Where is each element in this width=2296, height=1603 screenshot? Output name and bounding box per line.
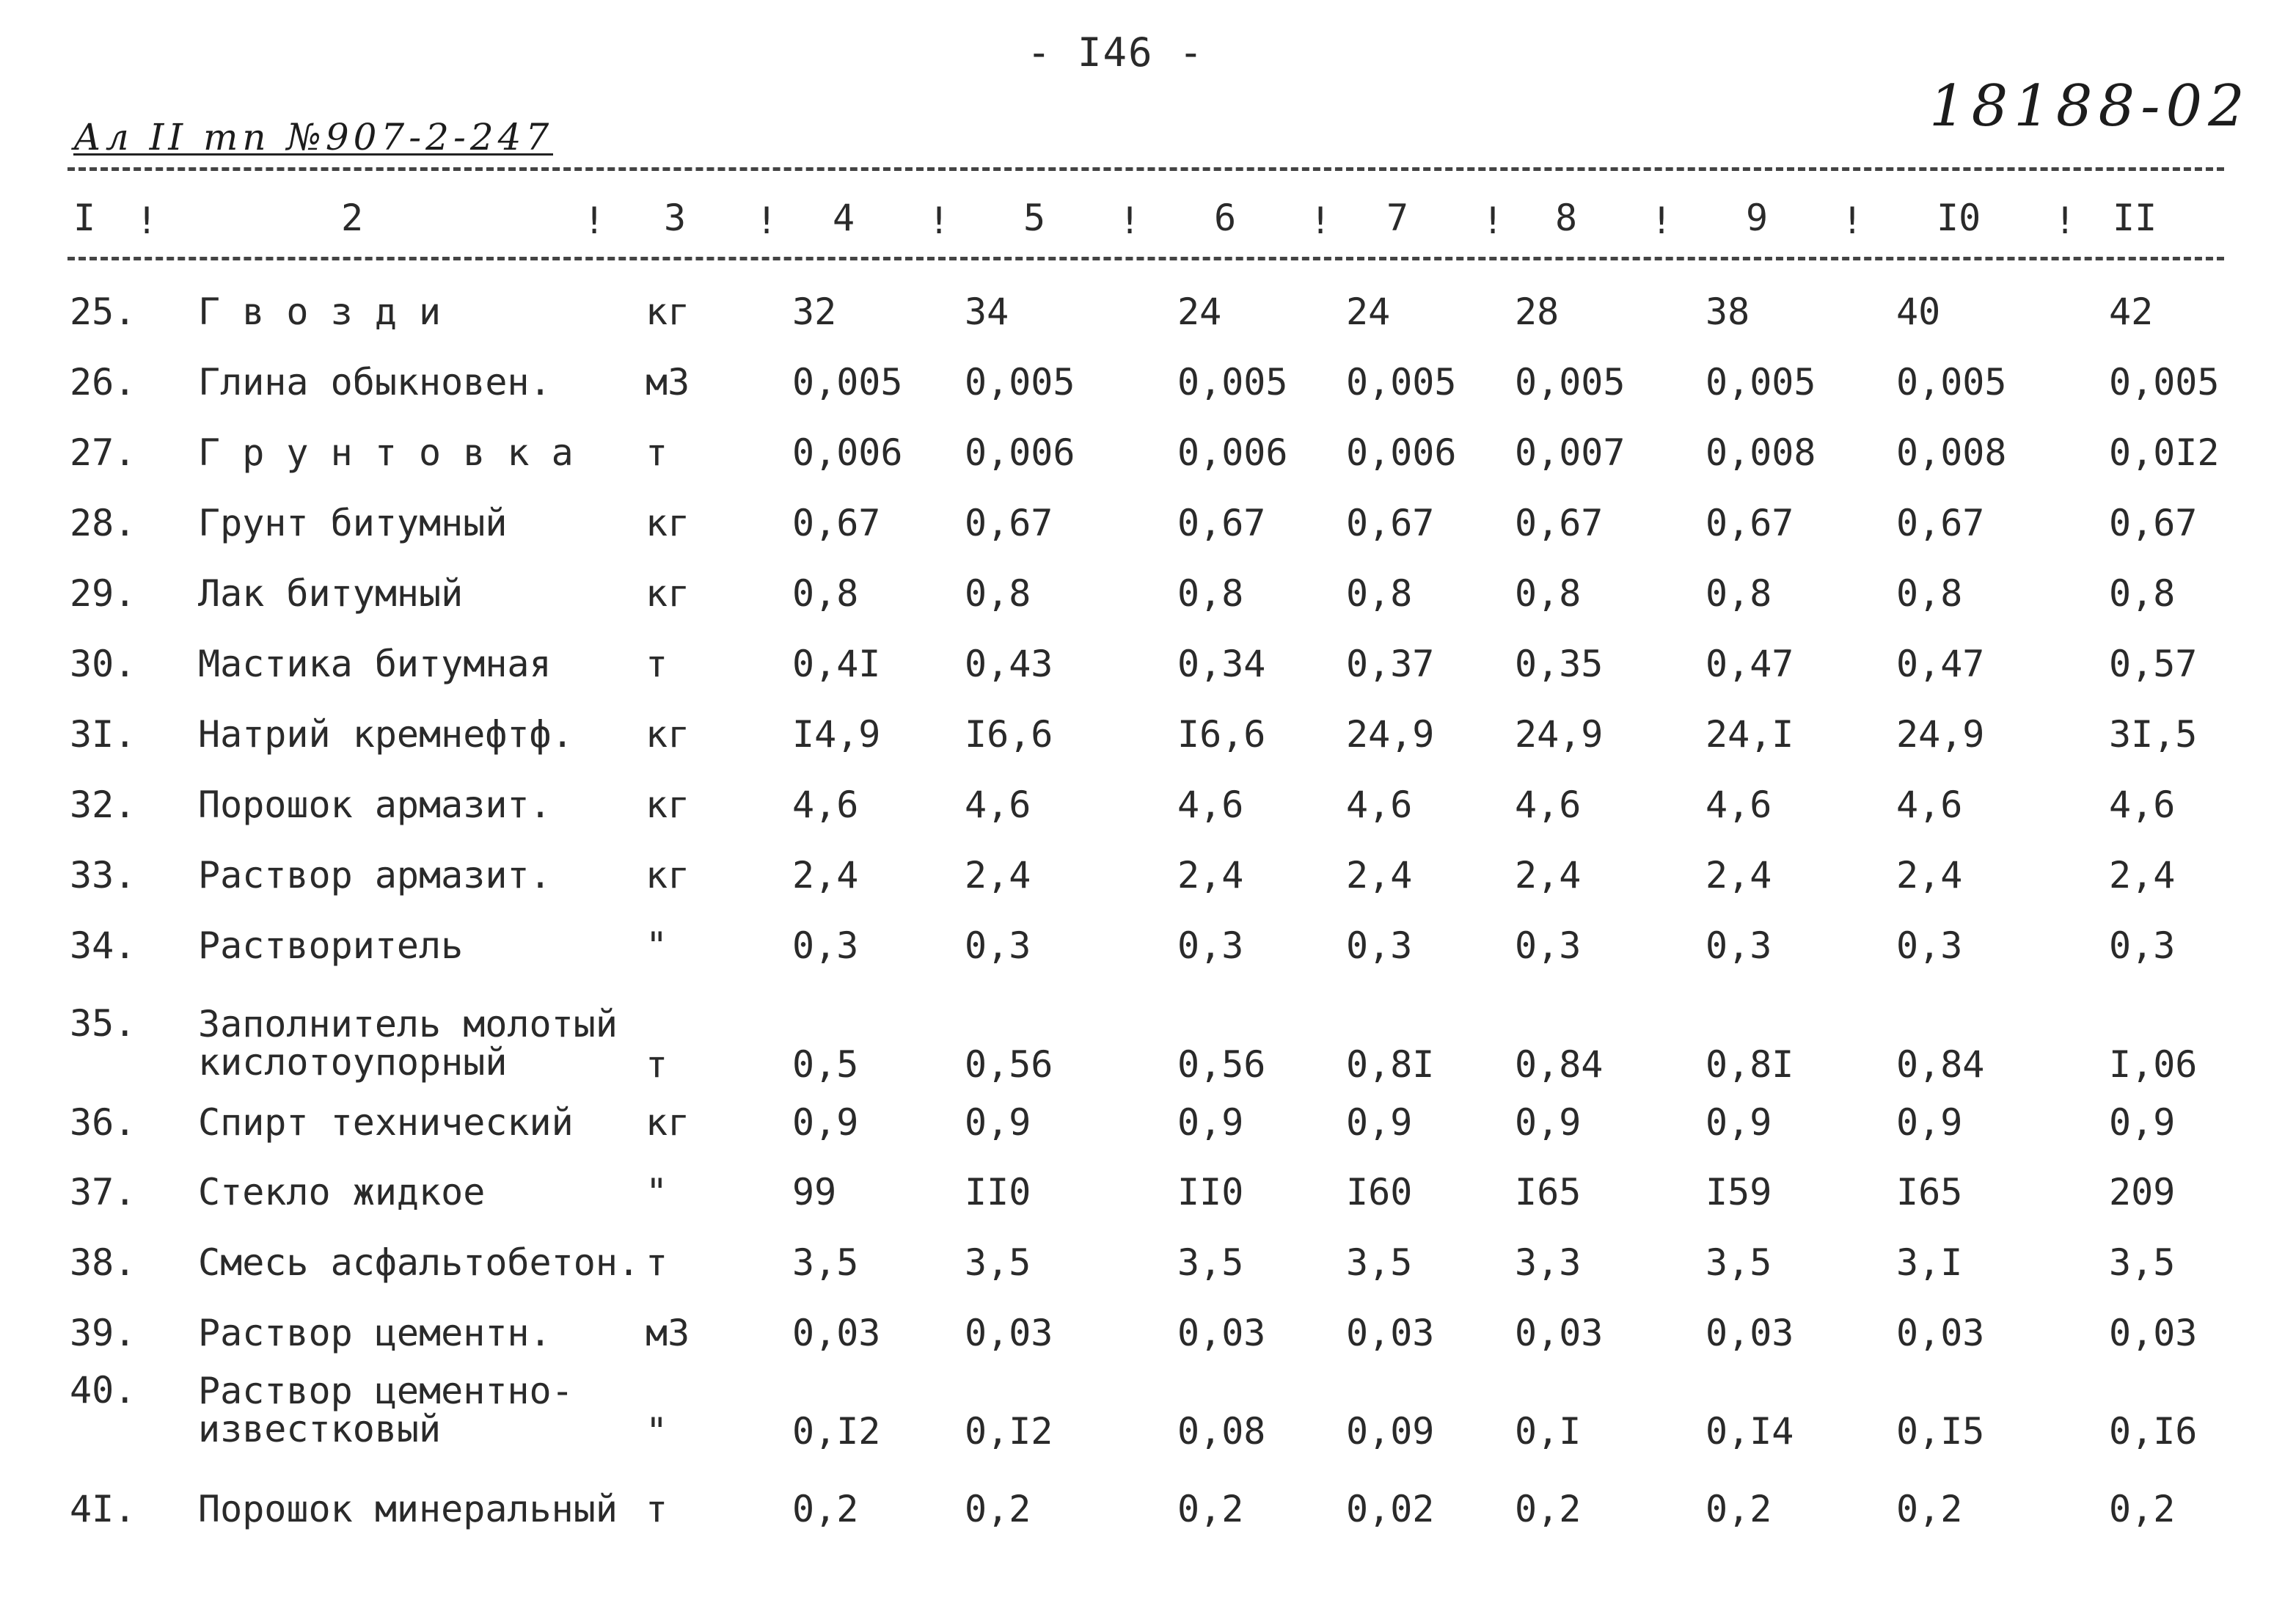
column-header-3: 3 <box>664 197 687 239</box>
value-col-10: 0,3 <box>1896 924 1963 967</box>
value-col-6: 0,006 <box>1177 431 1288 474</box>
unit-of-measure: т <box>646 643 668 685</box>
unit-of-measure: кг <box>646 1101 690 1144</box>
value-col-4: 0,8 <box>792 572 859 615</box>
page-number: - I46 - <box>1027 29 1204 76</box>
table-row <box>0 1002 2296 1093</box>
row-number: 34. <box>70 924 136 967</box>
value-col-8: I65 <box>1515 1171 1582 1213</box>
column-header-10: I0 <box>1937 197 1981 239</box>
material-name: Раствор цементно- известковый <box>198 1370 574 1450</box>
value-col-6: 0,2 <box>1177 1488 1244 1530</box>
column-separator: ! <box>1119 200 1141 242</box>
table-row <box>0 854 2296 901</box>
material-name: Спирт технический <box>198 1101 574 1144</box>
value-col-10: 0,03 <box>1896 1312 1985 1354</box>
unit-of-measure: кг <box>646 854 690 897</box>
table-row <box>0 1101 2296 1148</box>
value-col-10: 4,6 <box>1896 784 1963 826</box>
value-col-9: 3,5 <box>1705 1241 1772 1284</box>
value-col-11: 3I,5 <box>2109 713 2198 756</box>
material-name: Глина обыкновен. <box>198 361 552 404</box>
table-row <box>0 1171 2296 1218</box>
table-row <box>0 643 2296 690</box>
value-col-7: 0,005 <box>1346 361 1457 404</box>
material-name: Порошок армазит. <box>198 784 552 826</box>
value-col-6: 0,67 <box>1177 502 1266 544</box>
row-number: 25. <box>70 291 136 333</box>
table-row <box>0 431 2296 478</box>
unit-of-measure: кг <box>646 713 690 756</box>
value-col-9: 0,47 <box>1705 643 1794 685</box>
row-number: 40. <box>70 1369 136 1412</box>
value-col-9: 0,9 <box>1705 1101 1772 1144</box>
table-row <box>0 1488 2296 1535</box>
column-header-1: I <box>73 197 96 239</box>
value-col-10: 0,005 <box>1896 361 2007 404</box>
value-col-8: 28 <box>1515 291 1560 333</box>
value-col-7: 3,5 <box>1346 1241 1413 1284</box>
material-name: Г в о з д и <box>198 291 442 333</box>
value-col-7: 24 <box>1346 291 1391 333</box>
value-col-5: 2,4 <box>965 854 1031 897</box>
column-separator: ! <box>583 200 606 242</box>
value-col-6: I6,6 <box>1177 713 1266 756</box>
unit-of-measure: " <box>646 1410 668 1453</box>
value-col-8: 0,3 <box>1515 924 1582 967</box>
table-row <box>0 1241 2296 1288</box>
value-col-5: 0,9 <box>965 1101 1031 1144</box>
value-col-8: 0,03 <box>1515 1312 1604 1354</box>
value-col-8: 0,8 <box>1515 572 1582 615</box>
row-number: 33. <box>70 854 136 897</box>
unit-of-measure: кг <box>646 502 690 544</box>
value-col-10: 0,47 <box>1896 643 1985 685</box>
value-col-11: 209 <box>2109 1171 2176 1213</box>
value-col-4: 4,6 <box>792 784 859 826</box>
value-col-4: 32 <box>792 291 837 333</box>
value-col-10: 3,I <box>1896 1241 1963 1284</box>
value-col-5: 4,6 <box>965 784 1031 826</box>
value-col-9: 38 <box>1705 291 1750 333</box>
value-col-9: 2,4 <box>1705 854 1772 897</box>
value-col-8: 0,84 <box>1515 1043 1604 1086</box>
value-col-4: I4,9 <box>792 713 881 756</box>
table-row <box>0 361 2296 408</box>
value-col-4: 0,67 <box>792 502 881 544</box>
unit-of-measure: т <box>646 1488 668 1530</box>
value-col-11: 4,6 <box>2109 784 2176 826</box>
value-col-9: 0,005 <box>1705 361 1816 404</box>
value-col-8: 0,I <box>1515 1410 1582 1453</box>
material-name: Г р у н т о в к а <box>198 431 574 474</box>
value-col-7: 0,3 <box>1346 924 1413 967</box>
value-col-8: 0,9 <box>1515 1101 1582 1144</box>
column-separator: ! <box>2054 200 2077 242</box>
value-col-4: 3,5 <box>792 1241 859 1284</box>
value-col-10: 0,2 <box>1896 1488 1963 1530</box>
value-col-4: 0,5 <box>792 1043 859 1086</box>
value-col-7: 0,03 <box>1346 1312 1435 1354</box>
value-col-7: 0,006 <box>1346 431 1457 474</box>
row-number: 26. <box>70 361 136 404</box>
value-col-11: 0,005 <box>2109 361 2220 404</box>
unit-of-measure: " <box>646 924 668 967</box>
value-col-5: 0,8 <box>965 572 1031 615</box>
table-row <box>0 786 2296 830</box>
unit-of-measure: кг <box>646 572 690 615</box>
value-col-11: 0,3 <box>2109 924 2176 967</box>
column-header-9: 9 <box>1746 197 1769 239</box>
value-col-9: 4,6 <box>1705 784 1772 826</box>
row-number: 39. <box>70 1312 136 1354</box>
material-name: Раствор армазит. <box>198 854 552 897</box>
value-col-10: I65 <box>1896 1171 1963 1213</box>
value-col-11: 0,03 <box>2109 1312 2198 1354</box>
value-col-4: 0,005 <box>792 361 903 404</box>
value-col-5: 0,56 <box>965 1043 1053 1086</box>
value-col-7: 4,6 <box>1346 784 1413 826</box>
value-col-11: 0,8 <box>2109 572 2176 615</box>
album-reference-handwritten <box>73 116 553 158</box>
value-col-6: 3,5 <box>1177 1241 1244 1284</box>
column-header-8: 8 <box>1555 197 1578 239</box>
column-header-5: 5 <box>1023 197 1046 239</box>
value-col-8: 0,2 <box>1515 1488 1582 1530</box>
value-col-11: 2,4 <box>2109 854 2176 897</box>
material-name: Заполнитель молотый кислотоупорный <box>198 1003 618 1084</box>
value-col-5: 0,I2 <box>965 1410 1053 1453</box>
value-col-4: 99 <box>792 1171 837 1213</box>
value-col-10: 0,84 <box>1896 1043 1985 1086</box>
column-separator: ! <box>928 200 951 242</box>
material-name: Натрий кремнефтф. <box>198 713 574 756</box>
value-col-9: I59 <box>1705 1171 1772 1213</box>
material-name: Грунт битумный <box>198 502 508 544</box>
value-col-11: 3,5 <box>2109 1241 2176 1284</box>
value-col-4: 0,4I <box>792 643 881 685</box>
value-col-7: 0,02 <box>1346 1488 1435 1530</box>
row-number: 3I. <box>70 713 136 756</box>
value-col-5: 0,006 <box>965 431 1075 474</box>
value-col-5: 34 <box>965 291 1009 333</box>
column-separator: ! <box>1309 200 1332 242</box>
column-header-11: II <box>2113 197 2157 239</box>
value-col-11: 0,9 <box>2109 1101 2176 1144</box>
value-col-7: 0,09 <box>1346 1410 1435 1453</box>
value-col-6: 0,34 <box>1177 643 1266 685</box>
row-number: 28. <box>70 502 136 544</box>
value-col-7: 0,8 <box>1346 572 1413 615</box>
value-col-9: 0,I4 <box>1705 1410 1794 1453</box>
material-name: Смесь асфальтобетон. <box>198 1241 640 1284</box>
value-col-4: 0,I2 <box>792 1410 881 1453</box>
value-col-7: 24,9 <box>1346 713 1435 756</box>
value-col-11: 0,57 <box>2109 643 2198 685</box>
row-number: 32. <box>70 784 136 826</box>
unit-of-measure: м3 <box>646 1312 690 1354</box>
row-number: 35. <box>70 1002 136 1045</box>
column-separator: ! <box>1650 200 1673 242</box>
row-number: 30. <box>70 643 136 685</box>
unit-of-measure: т <box>646 1241 668 1284</box>
value-col-4: 0,006 <box>792 431 903 474</box>
value-col-6: 0,03 <box>1177 1312 1266 1354</box>
value-col-7: 0,9 <box>1346 1101 1413 1144</box>
value-col-9: 24,I <box>1705 713 1794 756</box>
material-name: Раствор цементн. <box>198 1312 552 1354</box>
value-col-5: 0,43 <box>965 643 1053 685</box>
value-col-8: 3,3 <box>1515 1241 1582 1284</box>
value-col-8: 4,6 <box>1515 784 1582 826</box>
column-separator: ! <box>756 200 778 242</box>
value-col-8: 0,005 <box>1515 361 1626 404</box>
value-col-5: 0,005 <box>965 361 1075 404</box>
value-col-4: 0,03 <box>792 1312 881 1354</box>
column-separator: ! <box>1841 200 1864 242</box>
header-bottom-rule <box>67 257 2224 260</box>
value-col-9: 0,3 <box>1705 924 1772 967</box>
value-col-11: 0,I6 <box>2109 1410 2198 1453</box>
value-col-9: 0,67 <box>1705 502 1794 544</box>
value-col-11: I,06 <box>2109 1043 2198 1086</box>
value-col-11: 42 <box>2109 291 2154 333</box>
value-col-7: I60 <box>1346 1171 1413 1213</box>
value-col-6: II0 <box>1177 1171 1244 1213</box>
row-number: 38. <box>70 1241 136 1284</box>
column-header-7: 7 <box>1386 197 1409 239</box>
material-name: Стекло жидкое <box>198 1171 486 1213</box>
value-col-5: 0,2 <box>965 1488 1031 1530</box>
table-row <box>0 572 2296 619</box>
value-col-6: 0,9 <box>1177 1101 1244 1144</box>
value-col-10: 2,4 <box>1896 854 1963 897</box>
header-top-rule <box>67 167 2224 171</box>
value-col-9: 0,008 <box>1705 431 1816 474</box>
unit-of-measure: " <box>646 1171 668 1213</box>
unit-of-measure: кг <box>646 291 690 333</box>
table-row <box>0 713 2296 760</box>
value-col-8: 0,67 <box>1515 502 1604 544</box>
table-row <box>0 1312 2296 1359</box>
row-number: 29. <box>70 572 136 615</box>
unit-of-measure: т <box>646 1043 668 1086</box>
value-col-10: 0,008 <box>1896 431 2007 474</box>
row-number: 36. <box>70 1101 136 1144</box>
value-col-4: 0,3 <box>792 924 859 967</box>
table-row <box>0 293 2296 337</box>
material-name: Мастика битумная <box>198 643 552 685</box>
column-header-6: 6 <box>1214 197 1237 239</box>
value-col-8: 0,007 <box>1515 431 1626 474</box>
value-col-10: 0,I5 <box>1896 1410 1985 1453</box>
value-col-6: 0,005 <box>1177 361 1288 404</box>
value-col-10: 24,9 <box>1896 713 1985 756</box>
value-col-11: 0,67 <box>2109 502 2198 544</box>
material-name: Растворитель <box>198 924 464 967</box>
value-col-4: 0,2 <box>792 1488 859 1530</box>
value-col-6: 2,4 <box>1177 854 1244 897</box>
value-col-6: 4,6 <box>1177 784 1244 826</box>
value-col-6: 0,8 <box>1177 572 1244 615</box>
value-col-6: 0,08 <box>1177 1410 1266 1453</box>
value-col-8: 2,4 <box>1515 854 1582 897</box>
value-col-10: 40 <box>1896 291 1941 333</box>
value-col-7: 0,37 <box>1346 643 1435 685</box>
value-col-5: 0,3 <box>965 924 1031 967</box>
column-header-2: 2 <box>341 197 364 239</box>
column-separator: ! <box>1482 200 1505 242</box>
table-row <box>0 924 2296 971</box>
value-col-9: 0,8 <box>1705 572 1772 615</box>
album-reference-text: Ал II тп №907-2-247 <box>73 116 554 158</box>
value-col-5: 0,03 <box>965 1312 1053 1354</box>
column-header-4: 4 <box>833 197 855 239</box>
table-row <box>0 1369 2296 1460</box>
table-row <box>0 502 2296 549</box>
value-col-5: I6,6 <box>965 713 1053 756</box>
value-col-4: 0,9 <box>792 1101 859 1144</box>
row-number: 4I. <box>70 1488 136 1530</box>
value-col-11: 0,0I2 <box>2109 431 2220 474</box>
album-reference-underline <box>73 153 553 156</box>
column-separator: ! <box>136 200 158 242</box>
material-name: Лак битумный <box>198 572 464 615</box>
unit-of-measure: м3 <box>646 361 690 404</box>
value-col-7: 0,8I <box>1346 1043 1435 1086</box>
row-number: 27. <box>70 431 136 474</box>
value-col-5: II0 <box>965 1171 1031 1213</box>
value-col-10: 0,9 <box>1896 1101 1963 1144</box>
value-col-11: 0,2 <box>2109 1488 2176 1530</box>
unit-of-measure: кг <box>646 784 690 826</box>
value-col-10: 0,67 <box>1896 502 1985 544</box>
value-col-8: 24,9 <box>1515 713 1604 756</box>
value-col-6: 0,56 <box>1177 1043 1266 1086</box>
value-col-9: 0,8I <box>1705 1043 1794 1086</box>
value-col-10: 0,8 <box>1896 572 1963 615</box>
value-col-5: 0,67 <box>965 502 1053 544</box>
unit-of-measure: т <box>646 431 668 474</box>
value-col-6: 24 <box>1177 291 1222 333</box>
value-col-6: 0,3 <box>1177 924 1244 967</box>
value-col-5: 3,5 <box>965 1241 1031 1284</box>
value-col-8: 0,35 <box>1515 643 1604 685</box>
value-col-4: 2,4 <box>792 854 859 897</box>
row-number: 37. <box>70 1171 136 1213</box>
document-code-handwritten: 18188-02 <box>1929 73 2251 139</box>
value-col-9: 0,03 <box>1705 1312 1794 1354</box>
value-col-7: 0,67 <box>1346 502 1435 544</box>
value-col-9: 0,2 <box>1705 1488 1772 1530</box>
value-col-7: 2,4 <box>1346 854 1413 897</box>
material-name: Порошок минеральный <box>198 1488 618 1530</box>
